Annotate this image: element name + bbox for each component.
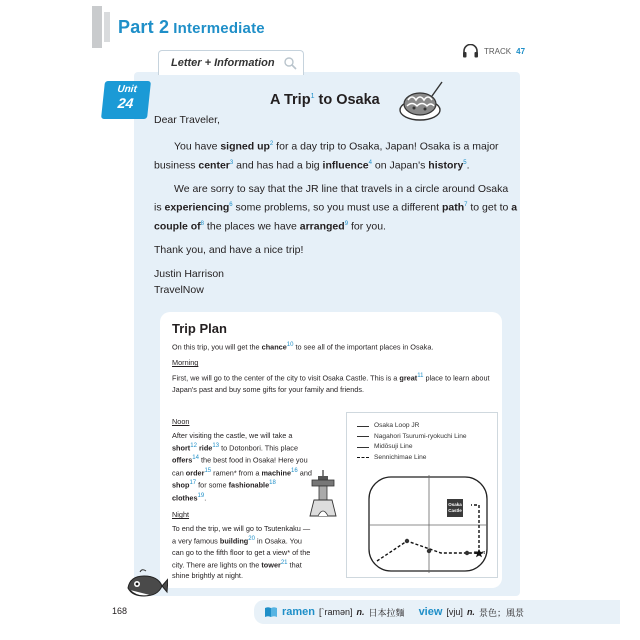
footnote-number: 10 xyxy=(286,342,294,348)
part-label: Part 2 xyxy=(118,17,170,37)
text-run: in Osaka. You can go to the fifth floor to get a view* of the city. There are lights on the xyxy=(172,536,311,569)
text-run: On this trip, you will get the xyxy=(172,342,262,352)
vocab-term: machine xyxy=(261,468,292,478)
vocab-term: path xyxy=(441,201,465,214)
letter-closing: Thank you, and have a nice trip! xyxy=(154,244,304,256)
night-text xyxy=(172,523,312,581)
unit-label: Unit xyxy=(116,84,138,95)
text-run: You have xyxy=(174,140,221,152)
footnote-number: 20 xyxy=(248,536,255,543)
text-run: for a day trip to Osaka, Japan! Osaka is a major business xyxy=(154,140,499,171)
vocab-part-of-speech: n. xyxy=(466,607,475,617)
vocab-phonetic: [vju] xyxy=(446,607,463,617)
text-run: We are sorry to say that the JR line that travels in a circle around Osaka is xyxy=(154,182,509,214)
vocab-word: view xyxy=(418,606,443,618)
route-map xyxy=(346,412,498,578)
footnote-number: 15 xyxy=(204,467,212,474)
text-run: and xyxy=(297,468,312,478)
vocab-term: signed up xyxy=(220,140,270,152)
start-label: Start xyxy=(474,551,485,556)
vocab-term: ride xyxy=(198,443,213,453)
vocab-definition: 景色；風景 xyxy=(478,607,524,618)
letter-paragraph-1 xyxy=(154,136,518,174)
vocab-definition: 日本拉麵 xyxy=(368,607,405,618)
text-run: After visiting the castle, we will take a xyxy=(172,431,293,440)
text-run: some problems, so you must use a different xyxy=(232,201,442,214)
text-run: the places we have xyxy=(204,220,300,233)
text-run: for you. xyxy=(348,220,386,233)
footnote-number: 13 xyxy=(212,443,220,449)
vocab-term: clothes xyxy=(172,493,198,503)
audio-track[interactable] xyxy=(462,44,525,58)
footnote-number: 7 xyxy=(464,202,468,208)
page-number: 168 xyxy=(112,606,128,616)
letter-greeting: Dear Traveler, xyxy=(154,114,220,126)
footnote-number: 2 xyxy=(269,140,274,147)
vocab-term: arranged xyxy=(299,220,345,233)
vocab-term: offers xyxy=(172,455,193,465)
vocab-term: building xyxy=(219,536,249,546)
night-heading: Night xyxy=(172,510,190,520)
title-footnote: 1 xyxy=(310,93,315,101)
vocab-term: chance xyxy=(261,342,287,352)
header-accent-bar xyxy=(92,6,102,48)
footnote-number: 11 xyxy=(417,373,424,380)
vocab-term: order xyxy=(185,468,205,478)
footnote-number: 19 xyxy=(197,492,205,499)
fish-mascot-icon xyxy=(124,568,168,602)
text-run: To end the trip, we will go to Tsutenkaku — a very famous xyxy=(172,524,311,546)
footnote-number: 5 xyxy=(463,159,467,166)
vocab-term: tower xyxy=(261,559,281,569)
footnote-number: 14 xyxy=(192,455,199,462)
letter-signature-name: Justin Harrison xyxy=(154,267,225,280)
vocab-term: a couple of xyxy=(154,201,518,233)
vocab-term: shop xyxy=(172,480,190,490)
part-title xyxy=(118,17,265,38)
letter-paragraph-2 xyxy=(154,181,518,236)
footnote-number: 6 xyxy=(229,202,233,208)
footnote-number: 17 xyxy=(189,480,197,487)
osaka-castle-marker: Osaka Castle xyxy=(447,499,463,517)
footnote-number: 9 xyxy=(344,221,349,227)
title-text-b: to Osaka xyxy=(314,92,380,108)
magnifier-icon xyxy=(283,56,297,70)
footnote-number: 4 xyxy=(368,159,372,166)
text-run: ramen* from a xyxy=(211,468,262,478)
noon-text xyxy=(172,430,312,503)
legend-item-nagahori: Nagahori Tsurumi-ryokuchi Line xyxy=(357,432,467,443)
tsutenkaku-tower-icon xyxy=(308,470,338,518)
legend-item-loop: Osaka Loop JR xyxy=(357,421,467,432)
footnote-number: 3 xyxy=(229,159,234,166)
trip-plan-box xyxy=(160,312,502,588)
footnote-number: 8 xyxy=(200,221,205,227)
text-run: to Dotonbori. This place xyxy=(219,443,299,453)
header-accent-bar-secondary xyxy=(104,12,110,42)
text-run: . xyxy=(204,493,207,503)
vocab-word: ramen xyxy=(282,606,316,618)
vocab-term: great xyxy=(399,373,418,383)
vocab-term: short xyxy=(172,443,191,453)
text-run: on Japan's xyxy=(371,159,429,171)
text-run: the best food in Osaka! Here you can xyxy=(172,455,308,478)
text-run: to see all of the important places in Osaka. xyxy=(293,342,434,352)
noon-heading: Noon xyxy=(172,417,190,426)
text-run: place to learn about Japan's past and buy some gifts for your family and friends. xyxy=(172,373,490,394)
footnote-number: 12 xyxy=(190,443,197,449)
unit-number: 24 xyxy=(117,95,135,111)
category-label: Letter + Information xyxy=(171,57,275,69)
text-run: that shine brightly at night. xyxy=(172,559,302,580)
footnote-number: 16 xyxy=(291,467,298,474)
vocab-term: fashionable xyxy=(228,480,270,490)
text-run: and has had a big xyxy=(233,159,323,171)
legend-item-midosuji: Midōsuji Line xyxy=(357,442,467,453)
letter-signature-company: TravelNow xyxy=(154,284,204,296)
trip-plan-title: Trip Plan xyxy=(172,321,227,336)
vocab-phonetic: [ˋramən] xyxy=(319,607,353,617)
text-run: to get to xyxy=(467,201,512,214)
legend-item-sennichimae: Sennichimae Line xyxy=(357,453,467,464)
level-label: Intermediate xyxy=(173,20,265,37)
footnote-number: 21 xyxy=(280,559,288,566)
vocab-term: influence xyxy=(322,159,369,171)
letter-body xyxy=(154,112,518,299)
unit-badge xyxy=(101,81,151,119)
track-label: TRACK xyxy=(484,46,512,56)
track-number: 47 xyxy=(516,46,526,56)
book-icon xyxy=(264,606,278,618)
morning-text xyxy=(172,371,494,394)
vocab-term: history xyxy=(428,159,464,171)
text-run: First, we will go to the center of the city to visit Osaka Castle. This is a xyxy=(172,373,400,383)
footnote-number: 18 xyxy=(269,480,276,487)
title-text-a: A Trip xyxy=(270,92,311,108)
trip-plan-intro-section xyxy=(172,340,494,395)
vocab-term: center xyxy=(198,159,230,171)
category-tab xyxy=(158,50,304,75)
map-legend xyxy=(357,421,467,463)
morning-heading: Morning xyxy=(172,358,199,368)
lesson-title xyxy=(270,92,380,108)
text-run: . xyxy=(466,159,470,171)
vocab-part-of-speech: n. xyxy=(356,607,365,617)
trip-plan-intro xyxy=(172,340,494,352)
vocab-term: experiencing xyxy=(164,201,230,214)
headphones-icon xyxy=(462,44,479,58)
trip-plan-left-column xyxy=(172,416,312,581)
text-run: for some xyxy=(196,480,229,490)
vocabulary-footer xyxy=(254,600,620,624)
